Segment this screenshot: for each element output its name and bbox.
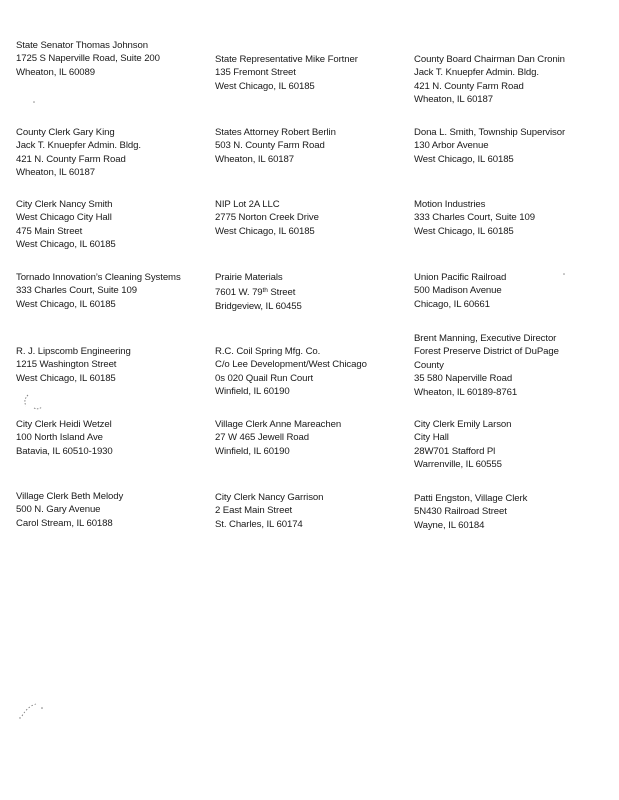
street-line: 2775 Norton Creek Drive xyxy=(215,212,319,224)
ordinal-suffix: th xyxy=(262,287,268,295)
recipient-name: Motion Industries xyxy=(414,199,486,210)
address-block-forest-preserve xyxy=(414,332,559,399)
street-line: 0s 020 Quail Run Court xyxy=(215,372,314,384)
organization-line-2: County xyxy=(414,359,444,371)
city-line: St. Charles, IL 60174 xyxy=(215,518,303,530)
recipient-name: County Board Chairman Dan Cronin xyxy=(414,54,565,65)
city-line: Batavia, IL 60510-1930 xyxy=(16,445,113,457)
recipient-name: Tornado Innovation’s Cleaning Systems xyxy=(16,272,181,283)
city-line: West Chicago, IL 60185 xyxy=(16,239,116,251)
city-line: West Chicago, IL 60185 xyxy=(215,80,315,92)
recipient-name: City Clerk Nancy Smith xyxy=(16,199,113,210)
street-line: 130 Arbor Avenue xyxy=(414,140,489,152)
address-block-clerk-larson xyxy=(414,418,511,472)
street-line: 333 Charles Court, Suite 109 xyxy=(16,285,137,297)
street-line: 27 W 465 Jewell Road xyxy=(215,432,309,444)
recipient-name: Dona L. Smith, Township Supervisor xyxy=(414,127,566,138)
street-line xyxy=(215,284,302,299)
address-block-senator-johnson xyxy=(16,39,160,79)
recipient-name: R. J. Lipscomb Engineering xyxy=(16,346,131,357)
street-line: 135 Fremont Street xyxy=(215,67,296,79)
scan-speck-mark xyxy=(18,698,50,720)
address-block-clerk-mareachen xyxy=(215,418,341,458)
recipient-name: State Senator Thomas Johnson xyxy=(16,40,148,51)
street-line: 333 Charles Court, Suite 109 xyxy=(414,212,535,224)
recipient-name: City Clerk Heidi Wetzel xyxy=(16,419,112,430)
city-line: West Chicago, IL 60185 xyxy=(16,372,116,384)
city-line: Warrenville, IL 60555 xyxy=(414,459,502,471)
city-line: Wheaton, IL 60187 xyxy=(16,167,96,179)
address-block-clerk-king xyxy=(16,126,141,180)
address-block-attorney-berlin xyxy=(215,126,336,166)
city-line: West Chicago, IL 60185 xyxy=(215,225,315,237)
address-block-chairman-cronin xyxy=(414,53,565,107)
street-line: 475 Main Street xyxy=(16,225,83,237)
address-block-clerk-melody xyxy=(16,490,123,530)
city-line: West Chicago, IL 60185 xyxy=(414,225,514,237)
street-line: 5N430 Railroad Street xyxy=(414,506,507,518)
recipient-name: Union Pacific Railroad xyxy=(414,272,507,283)
address-block-motion-industries xyxy=(414,198,535,238)
city-line: Winfield, IL 60190 xyxy=(215,445,290,457)
recipient-name: City Clerk Nancy Garrison xyxy=(215,492,324,503)
recipient-name: Brent Manning, Executive Director xyxy=(414,333,557,344)
street-line: 421 N. County Farm Road xyxy=(16,153,126,165)
address-block-lipscomb-engineering xyxy=(16,345,131,385)
city-line: Wayne, IL 60184 xyxy=(414,519,485,531)
address-block-nip-lot xyxy=(215,198,319,238)
care-of-line: C/o Lee Development/West Chicago xyxy=(215,359,367,371)
address-block-prairie-materials xyxy=(215,271,302,313)
recipient-name: R.C. Coil Spring Mfg. Co. xyxy=(215,346,321,357)
city-line: Bridgeview, IL 60455 xyxy=(215,300,302,312)
city-line: West Chicago, IL 60185 xyxy=(16,298,116,310)
street-line: 1725 S Naperville Road, Suite 200 xyxy=(16,53,160,65)
building-line: Jack T. Knuepfer Admin. Bldg. xyxy=(414,67,539,79)
recipient-name: Village Clerk Beth Melody xyxy=(16,491,124,502)
scan-speck-mark xyxy=(20,392,48,414)
address-block-tornado-innovations xyxy=(16,271,181,311)
recipient-name: City Clerk Emily Larson xyxy=(414,419,512,430)
recipient-name: NIP Lot 2A LLC xyxy=(215,199,280,210)
city-line: Wheaton, IL 60089 xyxy=(16,66,96,78)
scan-speck-mark xyxy=(562,272,566,276)
address-block-clerk-garrison xyxy=(215,491,323,531)
street-line: 421 N. County Farm Road xyxy=(414,80,524,92)
city-line: Carol Stream, IL 60188 xyxy=(16,517,113,529)
city-line: Wheaton, IL 60187 xyxy=(414,94,494,106)
street-type: Street xyxy=(267,287,296,299)
city-line: Wheaton, IL 60187 xyxy=(215,153,295,165)
scan-speck-mark xyxy=(32,100,36,104)
building-line: West Chicago City Hall xyxy=(16,212,112,224)
city-line: Wheaton, IL 60189-8761 xyxy=(414,386,518,398)
street-line: 28W701 Stafford Pl xyxy=(414,445,496,457)
street-line: 500 N. Gary Avenue xyxy=(16,504,101,516)
address-block-rep-fortner xyxy=(215,53,358,93)
address-block-rc-coil-spring xyxy=(215,345,367,399)
recipient-name: Prairie Materials xyxy=(215,272,283,283)
organization-line: Forest Preserve District of DuPage xyxy=(414,346,559,358)
recipient-name: Village Clerk Anne Mareachen xyxy=(215,419,342,430)
street-line: 500 Madison Avenue xyxy=(414,285,502,297)
street-number: 7601 W. 79 xyxy=(215,287,263,299)
address-block-union-pacific xyxy=(414,271,506,311)
city-line: Chicago, IL 60661 xyxy=(414,298,490,310)
recipient-name: State Representative Mike Fortner xyxy=(215,54,358,65)
address-block-clerk-wetzel xyxy=(16,418,113,458)
street-line: 503 N. County Farm Road xyxy=(215,140,325,152)
building-line: City Hall xyxy=(414,432,449,444)
recipient-name: States Attorney Robert Berlin xyxy=(215,127,336,138)
city-line: West Chicago, IL 60185 xyxy=(414,153,514,165)
city-line: Winfield, IL 60190 xyxy=(215,386,290,398)
address-block-clerk-nancy-smith xyxy=(16,198,116,252)
street-line: 1215 Washington Street xyxy=(16,359,117,371)
street-line: 2 East Main Street xyxy=(215,505,293,517)
street-line: 35 580 Naperville Road xyxy=(414,373,513,385)
address-block-supervisor-smith xyxy=(414,126,565,166)
building-line: Jack T. Knuepfer Admin. Bldg. xyxy=(16,140,141,152)
recipient-name: Patti Engston, Village Clerk xyxy=(414,493,528,504)
street-line: 100 North Island Ave xyxy=(16,432,103,444)
address-block-clerk-engston xyxy=(414,492,527,532)
recipient-name: County Clerk Gary King xyxy=(16,127,115,138)
